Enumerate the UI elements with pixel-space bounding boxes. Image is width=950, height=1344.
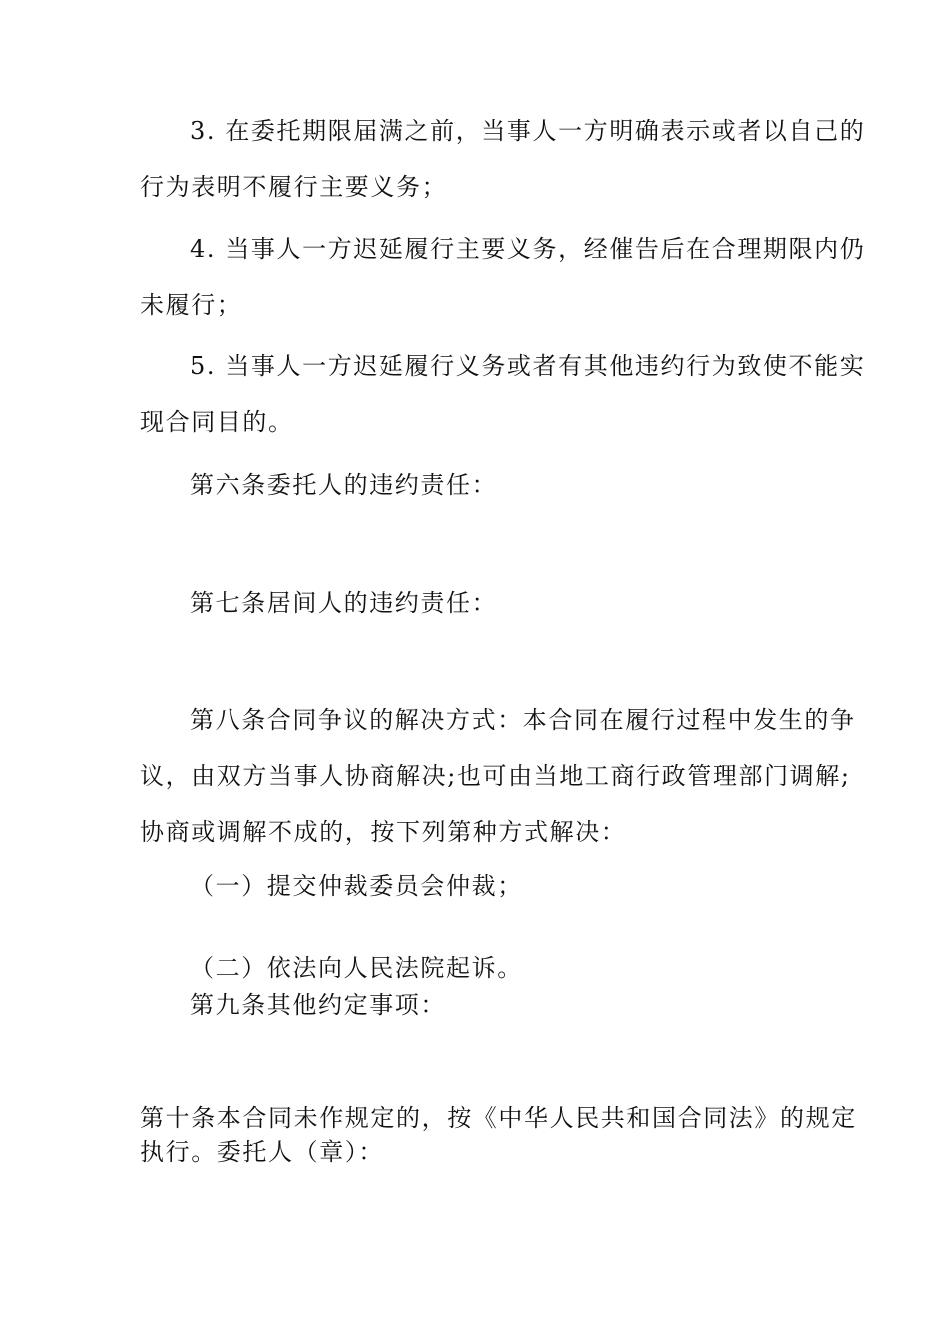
paragraph-line: 第八条合同争议的解决方式：本合同在履行过程中发生的争 [190,706,856,734]
article-8-paragraph [140,692,856,860]
paragraph-line: 协商或调解不成的，按下列第种方式解决： [140,818,627,846]
option-litigation: （二）依法向人民法院起诉。 [190,954,523,982]
paragraph-line: 行为表明不履行主要义务； [140,173,448,201]
paragraph-line: 第十条本合同未作规定的，按《中华人民共和国合同法》的规定 [140,1104,857,1132]
paragraph-item-3 [140,103,866,215]
paragraph-line: 现合同目的。 [140,408,294,436]
article-7-heading: 第七条居间人的违约责任： [190,589,498,617]
article-6-heading: 第六条委托人的违约责任： [190,471,498,499]
option-arbitration: （一）提交仲裁委员会仲裁； [190,872,523,900]
paragraph-line: 议，由双方当事人协商解决;也可由当地工商行政管理部门调解; [140,762,851,790]
paragraph-line: 4. 当事人一方迟延履行主要义务，经催告后在合理期限内仍 [190,235,866,263]
paragraph-line: 5. 当事人一方迟延履行义务或者有其他违约行为致使不能实 [190,352,866,380]
paragraph-line: 执行。委托人（章）： [140,1138,384,1166]
paragraph-line: 3. 在委托期限届满之前，当事人一方明确表示或者以自己的 [190,117,866,145]
article-9-heading: 第九条其他约定事项： [190,991,446,1019]
paragraph-item-5 [140,338,866,450]
article-10-paragraph [140,1101,857,1169]
paragraph-line: 未履行； [140,291,243,319]
paragraph-item-4 [140,221,866,333]
